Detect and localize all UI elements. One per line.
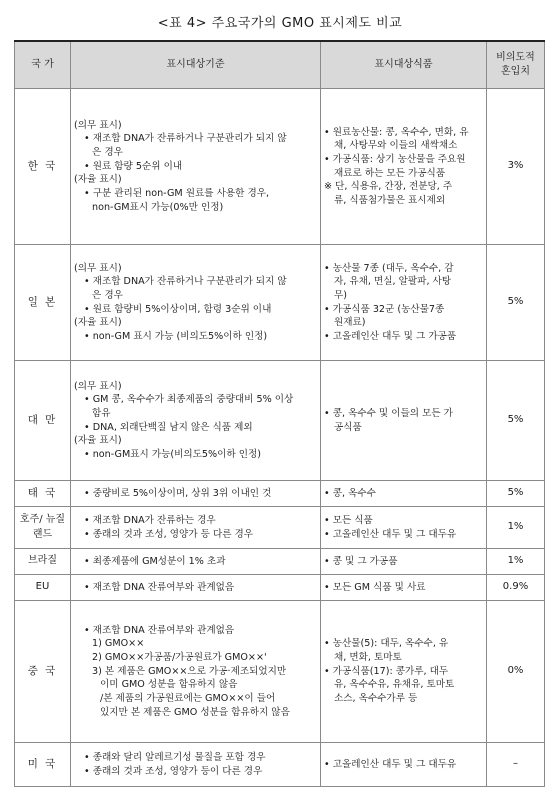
ratio-cell: 0% xyxy=(487,601,545,743)
header-foods: 표시대상식품 xyxy=(321,41,487,89)
foods-cell xyxy=(321,743,487,787)
foods-line: 무) xyxy=(334,289,348,301)
foods-line: • 가공식품: 상기 농산물을 주요원 xyxy=(324,153,466,165)
criteria-line: • 원료 함량비 5%이상이며, 함령 3순위 이내 xyxy=(84,303,272,315)
ratio-cell: 5% xyxy=(487,361,545,481)
criteria-line: • 종래의 것과 조성, 영양가 등 다른 경우 xyxy=(84,528,254,540)
foods-cell xyxy=(321,601,487,743)
foods-line: • 콩 및 그 가공품 xyxy=(324,555,398,567)
country-cell: 브라질 xyxy=(15,549,71,575)
criteria-line: non-GM표시 가능(0%만 인정) xyxy=(92,201,224,213)
foods-line: • 모든 식품 xyxy=(324,514,373,526)
foods-cell xyxy=(321,361,487,481)
foods-line: 공식품 xyxy=(334,421,362,433)
criteria-line: (의무 표시) xyxy=(74,119,122,131)
criteria-line: • non-GM 표시 가능 (비의도5%이하 인정) xyxy=(84,330,268,342)
ratio-cell: – xyxy=(487,743,545,787)
criteria-cell xyxy=(71,507,321,549)
foods-line: 채, 면화, 토마토 xyxy=(334,652,402,664)
country-cell: 태 국 xyxy=(15,481,71,507)
foods-line: • 콩, 옥수수 및 이들의 모든 가 xyxy=(324,407,453,419)
criteria-line: • DNA, 외래단백질 남지 않은 식품 제외 xyxy=(84,421,253,433)
table-row xyxy=(15,481,545,507)
foods-cell xyxy=(321,481,487,507)
table-row xyxy=(15,743,545,787)
criteria-cell xyxy=(71,481,321,507)
country-cell: 대 만 xyxy=(15,361,71,481)
foods-line: 유, 옥수수유, 유채유, 토마토 xyxy=(334,679,455,691)
ratio-cell: 0.9% xyxy=(487,575,545,601)
country-cell: 미 국 xyxy=(15,743,71,787)
foods-cell xyxy=(321,89,487,245)
table-header-row xyxy=(15,41,545,89)
table-row xyxy=(15,361,545,481)
ratio-cell: 1% xyxy=(487,549,545,575)
criteria-line: • non-GM표시 가능(비의도5%이하 인정) xyxy=(84,448,262,460)
criteria-line: • 구분 관리된 non-GM 원료를 사용한 경우, xyxy=(84,187,270,199)
header-country: 국 가 xyxy=(15,41,71,89)
header-ratio-line2: 혼입치 xyxy=(501,66,530,77)
foods-line: • 농산물(5): 대두, 옥수수, 유 xyxy=(324,638,449,650)
foods-line: • 고올레인산 대두 및 그 가공품 xyxy=(324,330,457,342)
ratio-cell: 5% xyxy=(487,481,545,507)
foods-line: 재료로 하는 모든 가공식품 xyxy=(334,167,446,179)
criteria-line: • 재조합 DNA가 잔류하거나 구분관리가 되지 않 xyxy=(84,133,287,145)
country-cell: 중 국 xyxy=(15,601,71,743)
criteria-line: • 종래와 달리 알레르기성 물질을 포함 경우 xyxy=(84,751,266,763)
criteria-cell xyxy=(71,549,321,575)
foods-line: • 모든 GM 식품 및 사료 xyxy=(324,581,426,593)
criteria-line: (자율 표시) xyxy=(74,174,122,186)
table-row xyxy=(15,507,545,549)
criteria-cell xyxy=(71,601,321,743)
table-row xyxy=(15,245,545,361)
ratio-cell: 5% xyxy=(487,245,545,361)
foods-cell xyxy=(321,507,487,549)
foods-line: • 고올레인산 대두 및 그 대두유 xyxy=(324,758,457,770)
foods-line: ※ 단, 식용유, 간장, 전분당, 주 xyxy=(324,181,453,193)
foods-line: 소스, 옥수수가루 등 xyxy=(334,692,418,704)
ratio-cell: 1% xyxy=(487,507,545,549)
foods-cell xyxy=(321,575,487,601)
gmo-labeling-table xyxy=(14,40,545,787)
country-cell: 일 본 xyxy=(15,245,71,361)
criteria-line: (의무 표시) xyxy=(74,380,122,392)
criteria-line: (자율 표시) xyxy=(74,435,122,447)
criteria-line: 3) 본 제품은 GMO××으로 가공·제조되었지만 xyxy=(92,665,287,677)
table-caption: <표 4> 주요국가의 GMO 표시제도 비교 xyxy=(157,16,403,31)
criteria-line: • 재조합 DNA가 잔류하는 경우 xyxy=(84,514,216,526)
table-row xyxy=(15,89,545,245)
criteria-line: 은 경우 xyxy=(92,289,123,301)
criteria-line: 1) GMO×× xyxy=(92,638,145,650)
criteria-line: 있지만 본 제품은 GMO 성분을 함유하지 않음 xyxy=(100,706,290,718)
criteria-line: • 중량비로 5%이상이며, 상위 3위 이내인 것 xyxy=(84,487,272,499)
foods-line: • 원료농산물: 콩, 옥수수, 면화, 유 xyxy=(324,126,469,138)
header-criteria: 표시대상기준 xyxy=(71,41,321,89)
foods-line: • 가공식품 32군 (농산물7종 xyxy=(324,303,445,315)
criteria-line: • 종래의 것과 조성, 영양가 등이 다른 경우 xyxy=(84,765,263,777)
table-row xyxy=(15,601,545,743)
header-ratio-line1: 비의도적 xyxy=(496,51,535,63)
foods-line: • 콩, 옥수수 xyxy=(324,487,376,499)
criteria-line: 함유 xyxy=(92,407,111,419)
criteria-line: (자율 표시) xyxy=(74,317,122,329)
criteria-cell xyxy=(71,743,321,787)
criteria-line: • 재조합 DNA 잔류여부와 관계없음 xyxy=(84,624,235,636)
foods-cell xyxy=(321,549,487,575)
criteria-cell xyxy=(71,245,321,361)
foods-line: • 가공식품(17): 콩가루, 대두 xyxy=(324,665,449,677)
criteria-cell xyxy=(71,575,321,601)
header-ratio xyxy=(487,41,545,89)
criteria-line: • 최종제품에 GM성분이 1% 초과 xyxy=(84,555,226,567)
criteria-cell xyxy=(71,89,321,245)
criteria-line: 은 경우 xyxy=(92,147,123,159)
country-cell: EU xyxy=(15,575,71,601)
foods-line: 원재료) xyxy=(334,317,366,329)
foods-line: • 농산물 7종 (대두, 옥수수, 감 xyxy=(324,262,454,274)
criteria-line: /본 제품의 가공원료에는 GMO××이 들어 xyxy=(100,692,276,704)
criteria-line: • 재조합 DNA 잔류여부와 관계없음 xyxy=(84,581,235,593)
criteria-line: 2) GMO××가공품/가공원료가 GMO××' xyxy=(92,652,267,664)
foods-line: • 고올레인산 대두 및 그 대두유 xyxy=(324,528,457,540)
foods-line: 자, 유채, 면실, 알팔파, 사탕 xyxy=(334,276,452,288)
country-cell: 호주/ 뉴질랜드 xyxy=(15,507,71,549)
criteria-line: (의무 표시) xyxy=(74,262,122,274)
criteria-line: • 재조합 DNA가 잔류하거나 구분관리가 되지 않 xyxy=(84,276,287,288)
foods-line: 채, 사탕무와 이들의 새싹채소 xyxy=(334,140,458,152)
foods-line: 류, 식품첨가물은 표시제외 xyxy=(334,194,446,206)
criteria-line: 이미 GMO 성분을 함유하지 않음 xyxy=(100,679,238,691)
criteria-line: • 원료 함량 5순위 이내 xyxy=(84,160,183,172)
table-row xyxy=(15,575,545,601)
ratio-cell: 3% xyxy=(487,89,545,245)
criteria-cell xyxy=(71,361,321,481)
table-row xyxy=(15,549,545,575)
foods-cell xyxy=(321,245,487,361)
criteria-line: • GM 콩, 옥수수가 최종제품의 중량대비 5% 이상 xyxy=(84,394,294,406)
country-cell: 한 국 xyxy=(15,89,71,245)
